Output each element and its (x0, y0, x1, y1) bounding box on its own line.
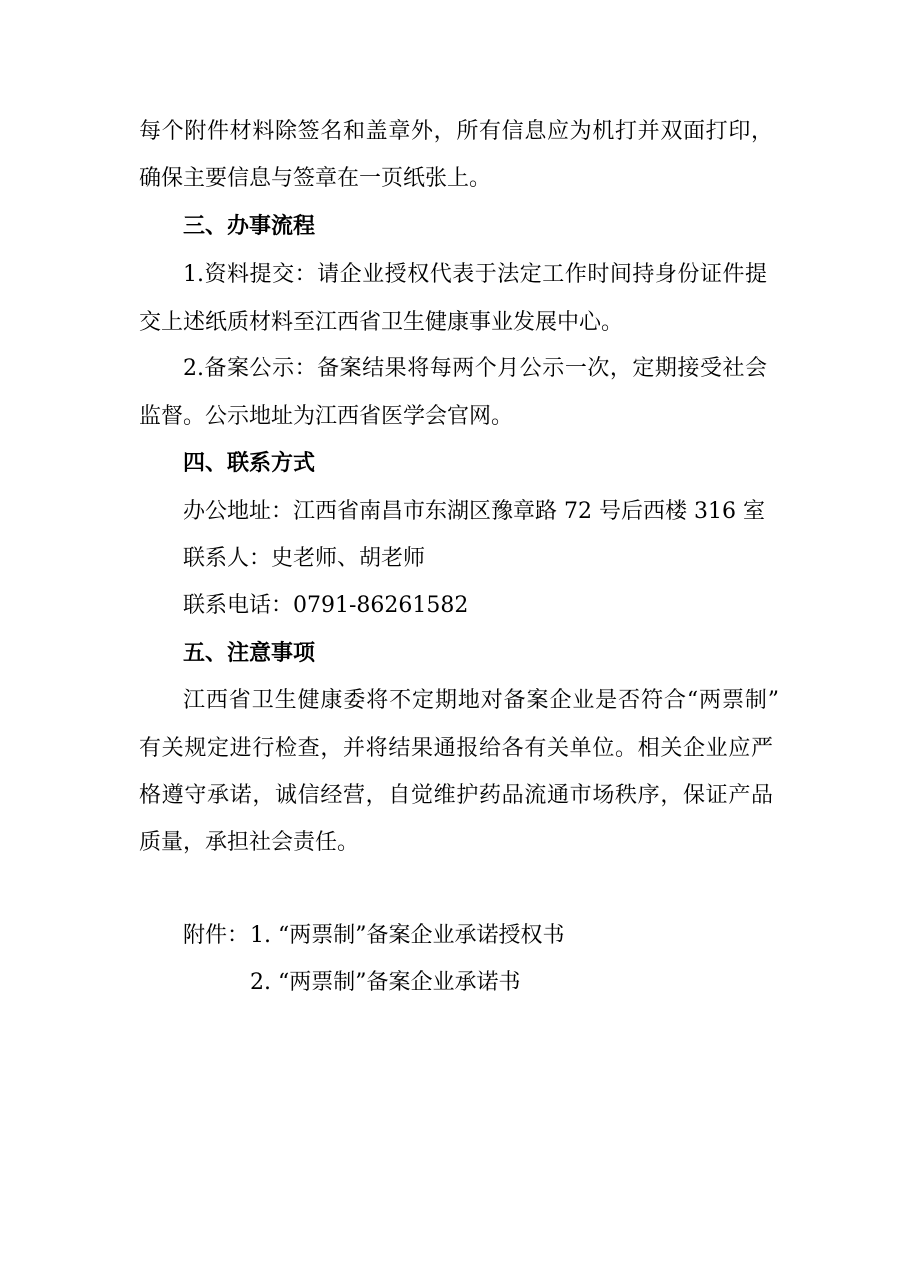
attachment-item-1: 1. “两票制”备案企业承诺授权书 (250, 923, 565, 948)
contact-person: 联系人：史老师、胡老师 (183, 546, 426, 571)
process-item-2-line-1: 2.备案公示：备案结果将每两个月公示一次，定期接受社会 (183, 356, 767, 381)
notes-line-3: 格遵守承诺，诚信经营，自觉维护药品流通市场秩序，保证产品 (139, 783, 773, 808)
section-heading-contact: 四、联系方式 (183, 451, 316, 476)
process-item-1-line-2: 交上述纸质材料至江西省卫生健康事业发展中心。 (139, 310, 624, 335)
section-heading-notes: 五、注意事项 (183, 641, 316, 666)
process-item-1-line-1: 1.资料提交：请企业授权代表于法定工作时间持身份证件提 (183, 262, 767, 287)
notes-line-1: 江西省卫生健康委将不定期地对备案企业是否符合“两票制” (183, 688, 779, 713)
notes-line-2: 有关规定进行检查，并将结果通报给各有关单位。相关企业应严 (139, 736, 773, 761)
materials-note-line-1: 每个附件材料除签名和盖章外，所有信息应为机打并双面打印， (139, 119, 773, 144)
attachment-item-2: 2. “两票制”备案企业承诺书 (250, 970, 521, 995)
notes-line-4: 质量，承担社会责任。 (139, 830, 360, 855)
section-heading-process: 三、办事流程 (183, 214, 316, 239)
materials-note-line-2: 确保主要信息与签章在一页纸张上。 (139, 166, 492, 191)
contact-phone: 联系电话：0791-86261582 (183, 593, 469, 618)
office-address: 办公地址：江西省南昌市东湖区豫章路 72 号后西楼 316 室 (183, 499, 765, 524)
attachments-label: 附件： (183, 923, 250, 948)
process-item-2-line-2: 监督。公示地址为江西省医学会官网。 (139, 404, 514, 429)
